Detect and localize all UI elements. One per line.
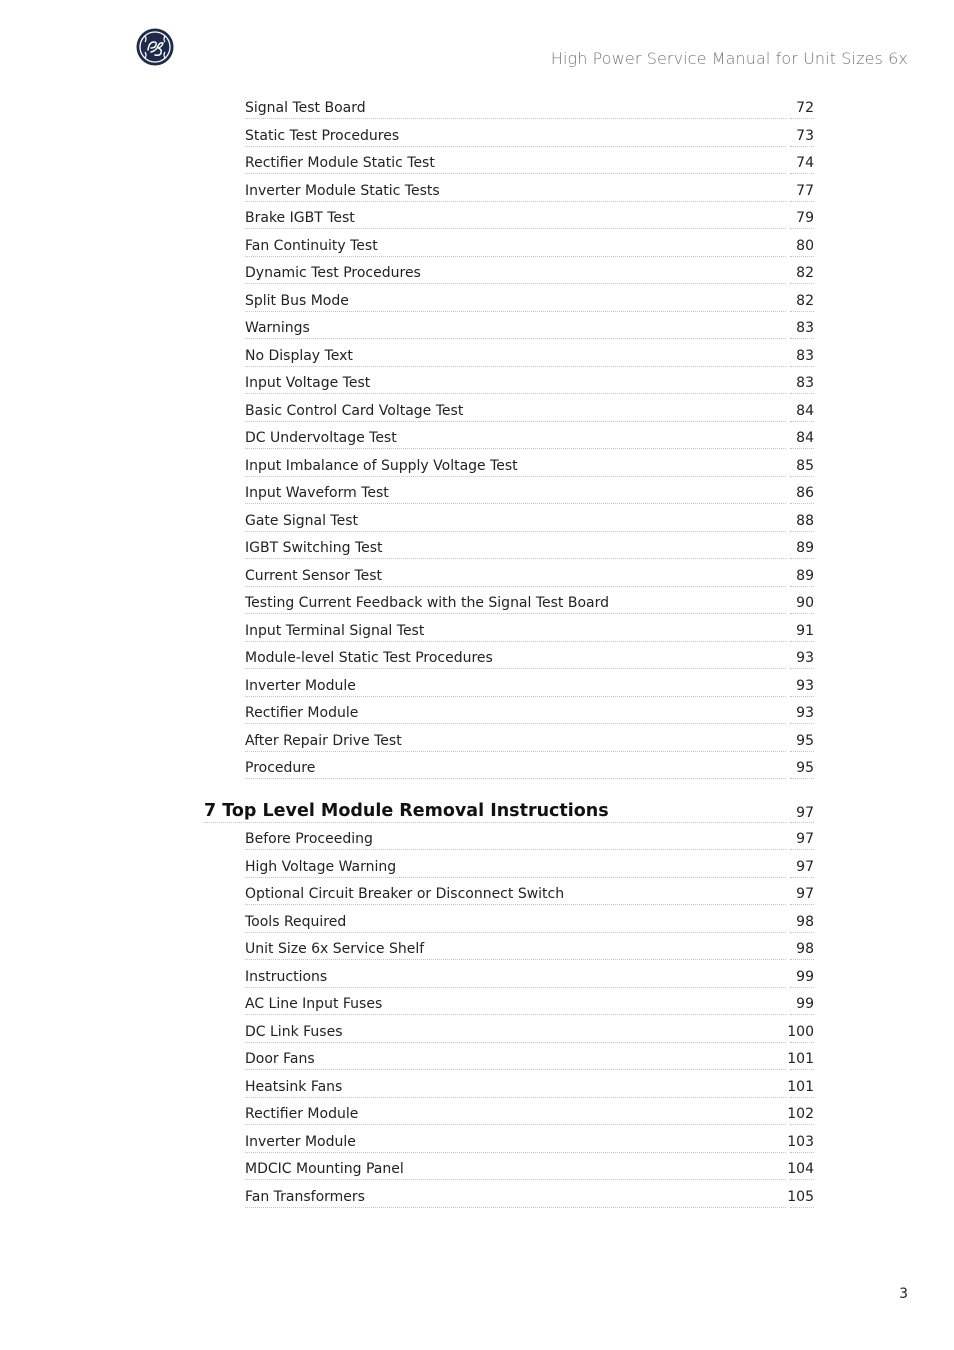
toc-entry-title: Current Sensor Test — [245, 567, 383, 584]
toc-entry[interactable] — [245, 208, 814, 228]
dotted-leader — [245, 778, 786, 779]
dotted-leader — [790, 393, 814, 394]
dotted-leader — [790, 1097, 814, 1098]
dotted-leader — [245, 448, 786, 449]
dotted-leader — [790, 503, 814, 504]
toc-entry-page: 97 — [796, 886, 814, 902]
dotted-leader — [790, 1179, 814, 1180]
toc-entry[interactable] — [245, 1022, 814, 1042]
dotted-leader — [790, 613, 814, 614]
header-title: High Power Service Manual for Unit Sizes 6x — [550, 49, 908, 68]
dotted-leader — [790, 1207, 814, 1208]
toc-entry-page: 97 — [796, 858, 814, 875]
toc-entry-title: Basic Control Card Voltage Test — [245, 402, 464, 419]
toc-entry[interactable] — [245, 1132, 814, 1152]
toc-entry-title: Inverter Module Static Tests — [245, 182, 440, 199]
toc-entry-title: Brake IGBT Test — [245, 210, 355, 226]
toc-entry[interactable] — [245, 758, 814, 778]
toc-entry-title: Tools Required — [245, 913, 347, 930]
toc-entry-title: Dynamic Test Procedures — [245, 265, 421, 281]
toc-entry-page: 99 — [796, 996, 814, 1012]
toc-entry-page: 79 — [796, 210, 814, 226]
dotted-leader — [245, 1042, 786, 1043]
dotted-leader — [790, 476, 814, 477]
toc-entry-title: DC Link Fuses — [245, 1023, 343, 1040]
toc-entry-page: 97 — [796, 831, 814, 847]
toc-entry[interactable] — [245, 181, 814, 201]
toc-entry[interactable] — [245, 829, 814, 849]
dotted-leader — [245, 751, 786, 752]
toc-entry[interactable] — [245, 428, 814, 448]
toc-entry-title: No Display Text — [245, 347, 353, 364]
toc-entry[interactable] — [245, 1159, 814, 1179]
dotted-leader — [245, 118, 786, 119]
toc-entry-page: 77 — [796, 182, 814, 199]
toc-entry[interactable] — [245, 593, 814, 613]
dotted-leader — [245, 201, 786, 202]
toc-entry-page: 88 — [796, 512, 814, 529]
toc-entry[interactable] — [245, 994, 814, 1014]
toc-entry[interactable] — [245, 566, 814, 586]
toc-entry[interactable] — [245, 676, 814, 696]
toc-entry-page: 93 — [796, 705, 814, 721]
toc-entry-page: 91 — [796, 622, 814, 639]
toc-entry-page: 83 — [796, 320, 814, 336]
toc-entry[interactable] — [245, 511, 814, 531]
dotted-leader — [790, 531, 814, 532]
toc-entry-page: 89 — [796, 567, 814, 584]
toc-entry-page: 100 — [787, 1023, 814, 1040]
toc-entry[interactable] — [245, 98, 814, 118]
dotted-leader — [790, 877, 814, 878]
dotted-leader — [790, 228, 814, 229]
dotted-leader — [790, 822, 814, 823]
dotted-leader — [790, 118, 814, 119]
toc-entry-page: 99 — [796, 968, 814, 985]
dotted-leader — [245, 613, 786, 614]
toc-entry-title: Heatsink Fans — [245, 1078, 343, 1095]
toc-entry-title: Fan Continuity Test — [245, 237, 378, 254]
toc-entry-title: Input Imbalance of Supply Voltage Test — [245, 457, 518, 474]
dotted-leader — [245, 1069, 786, 1070]
toc-entry-title: Optional Circuit Breaker or Disconnect Switch — [245, 886, 565, 902]
toc-entry[interactable] — [245, 1187, 814, 1207]
toc-entry-page: 83 — [796, 347, 814, 364]
toc-entry-page: 85 — [796, 457, 814, 474]
toc-entry-title: Warnings — [245, 320, 310, 336]
toc-entry[interactable] — [245, 731, 814, 751]
toc-entry-page: 93 — [796, 677, 814, 694]
toc-entry[interactable] — [245, 263, 814, 283]
toc-entry-title: Testing Current Feedback with the Signal Test Board — [245, 595, 610, 611]
dotted-leader — [790, 932, 814, 933]
toc-entry-title: Inverter Module — [245, 1133, 356, 1150]
dotted-leader — [245, 1152, 786, 1153]
dotted-leader — [790, 366, 814, 367]
toc-entry-title: Static Test Procedures — [245, 127, 400, 144]
toc-entry-title: Fan Transformers — [245, 1188, 365, 1205]
dotted-leader — [245, 1097, 786, 1098]
toc-entry-page: 89 — [796, 540, 814, 556]
toc-entry[interactable] — [245, 126, 814, 146]
toc-entry-page: 80 — [796, 237, 814, 254]
toc-entry-title: Before Proceeding — [245, 831, 373, 847]
dotted-leader — [245, 421, 786, 422]
dotted-leader — [245, 393, 786, 394]
toc-entry[interactable] — [245, 621, 814, 641]
toc-entry-page: 102 — [787, 1106, 814, 1122]
toc-entry[interactable] — [245, 967, 814, 987]
toc-entry[interactable] — [245, 1049, 814, 1069]
dotted-leader — [790, 778, 814, 779]
toc-entry-page: 72 — [796, 100, 814, 116]
toc-entry-title: After Repair Drive Test — [245, 732, 402, 749]
toc-entry-title: 7 Top Level Module Removal Instructions — [204, 801, 609, 821]
toc-entry[interactable] — [245, 939, 814, 959]
toc-entry-title: Rectifier Module — [245, 1106, 359, 1122]
toc-entry[interactable] — [245, 912, 814, 932]
toc-entry-page: 82 — [796, 265, 814, 281]
toc-entry-page: 105 — [787, 1188, 814, 1205]
dotted-leader — [245, 256, 786, 257]
toc-entry-title: Rectifier Module — [245, 705, 359, 721]
toc-entry[interactable] — [245, 648, 814, 668]
dotted-leader — [790, 421, 814, 422]
dotted-leader — [790, 1152, 814, 1153]
dotted-leader — [790, 311, 814, 312]
dotted-leader — [790, 256, 814, 257]
dotted-leader — [790, 1042, 814, 1043]
dotted-leader — [245, 849, 786, 850]
dotted-leader — [790, 668, 814, 669]
toc-entry-title: Gate Signal Test — [245, 512, 359, 529]
dotted-leader — [204, 822, 786, 823]
toc-entry-title: Signal Test Board — [245, 100, 366, 116]
dotted-leader — [790, 586, 814, 587]
toc-entry-page: 84 — [796, 430, 814, 446]
dotted-leader — [790, 146, 814, 147]
toc-entry-title: Input Waveform Test — [245, 485, 389, 501]
toc-entry[interactable] — [245, 538, 814, 558]
dotted-leader — [245, 987, 786, 988]
dotted-leader — [790, 904, 814, 905]
dotted-leader — [790, 1069, 814, 1070]
dotted-leader — [790, 959, 814, 960]
dotted-leader — [245, 503, 786, 504]
toc-entry-title: MDCIC Mounting Panel — [245, 1161, 404, 1177]
toc-entry[interactable] — [245, 884, 814, 904]
dotted-leader — [790, 283, 814, 284]
dotted-leader — [790, 1014, 814, 1015]
dotted-leader — [245, 228, 786, 229]
toc-entry[interactable] — [245, 703, 814, 723]
dotted-leader — [790, 558, 814, 559]
dotted-leader — [245, 476, 786, 477]
toc-entry-title: Inverter Module — [245, 677, 356, 694]
toc-entry-title: Module-level Static Test Procedures — [245, 650, 493, 666]
toc-entry-page: 95 — [796, 760, 814, 776]
toc-entry-page: 86 — [796, 485, 814, 501]
dotted-leader — [245, 932, 786, 933]
dotted-leader — [790, 751, 814, 752]
toc-entry-page: 93 — [796, 650, 814, 666]
toc-entry-title: Input Voltage Test — [245, 375, 371, 391]
dotted-leader — [790, 641, 814, 642]
toc-entry-title: Input Terminal Signal Test — [245, 622, 425, 639]
dotted-leader — [790, 849, 814, 850]
toc-entry[interactable] — [245, 291, 814, 311]
toc-entry[interactable] — [245, 1077, 814, 1097]
toc-entry-page: 98 — [796, 913, 814, 930]
dotted-leader — [245, 904, 786, 905]
dotted-leader — [790, 987, 814, 988]
toc-entry[interactable] — [245, 483, 814, 503]
dotted-leader — [245, 173, 786, 174]
toc-entry[interactable] — [245, 1104, 814, 1124]
toc-entry-page: 103 — [787, 1133, 814, 1150]
dotted-leader — [245, 877, 786, 878]
toc-entry-page: 82 — [796, 292, 814, 309]
toc-entry-title: Door Fans — [245, 1051, 315, 1067]
toc-entry-page: 95 — [796, 732, 814, 749]
dotted-leader — [245, 283, 786, 284]
toc-entry-title: DC Undervoltage Test — [245, 430, 397, 446]
dotted-leader — [245, 696, 786, 697]
dotted-leader — [245, 366, 786, 367]
page-number: 3 — [899, 1286, 908, 1302]
dotted-leader — [245, 959, 786, 960]
toc-entry-page: 97 — [796, 805, 814, 821]
toc-entry-title: Unit Size 6x Service Shelf — [245, 941, 425, 957]
toc-entry-title: Procedure — [245, 760, 316, 776]
dotted-leader — [790, 448, 814, 449]
toc-entry-page: 73 — [796, 127, 814, 144]
dotted-leader — [245, 146, 786, 147]
dotted-leader — [245, 1124, 786, 1125]
toc-entry[interactable] — [245, 857, 814, 877]
dotted-leader — [245, 338, 786, 339]
dotted-leader — [790, 1124, 814, 1125]
toc-entry-page: 101 — [787, 1078, 814, 1095]
toc-entry-title: Rectifier Module Static Test — [245, 155, 435, 171]
dotted-leader — [245, 723, 786, 724]
dotted-leader — [790, 173, 814, 174]
dotted-leader — [790, 723, 814, 724]
toc-entry-page: 84 — [796, 402, 814, 419]
dotted-leader — [245, 531, 786, 532]
toc-entry-title: IGBT Switching Test — [245, 540, 383, 556]
toc-entry-title: Instructions — [245, 968, 328, 985]
toc-entry[interactable] — [245, 236, 814, 256]
dotted-leader — [245, 1207, 786, 1208]
toc-entry-page: 98 — [796, 941, 814, 957]
dotted-leader — [245, 1179, 786, 1180]
toc-chapter-heading[interactable] — [204, 798, 814, 822]
toc-entry-title: High Voltage Warning — [245, 858, 397, 875]
dotted-leader — [245, 311, 786, 312]
toc-entry[interactable] — [245, 401, 814, 421]
dotted-leader — [245, 586, 786, 587]
toc-entry-page: 104 — [787, 1161, 814, 1177]
toc-entry[interactable] — [245, 346, 814, 366]
dotted-leader — [245, 1014, 786, 1015]
dotted-leader — [245, 668, 786, 669]
toc-entry-page: 83 — [796, 375, 814, 391]
toc-entry-title: Split Bus Mode — [245, 292, 349, 309]
dotted-leader — [790, 338, 814, 339]
toc-entry[interactable] — [245, 373, 814, 393]
toc-entry-title: AC Line Input Fuses — [245, 996, 383, 1012]
toc-entry-page: 74 — [796, 155, 814, 171]
dotted-leader — [790, 201, 814, 202]
ge-logo-icon — [136, 28, 174, 66]
dotted-leader — [245, 641, 786, 642]
dotted-leader — [790, 696, 814, 697]
toc-entry-page: 90 — [796, 595, 814, 611]
toc-entry[interactable] — [245, 318, 814, 338]
toc-entry[interactable] — [245, 456, 814, 476]
toc-entry[interactable] — [245, 153, 814, 173]
dotted-leader — [245, 558, 786, 559]
toc-entry-page: 101 — [787, 1051, 814, 1067]
